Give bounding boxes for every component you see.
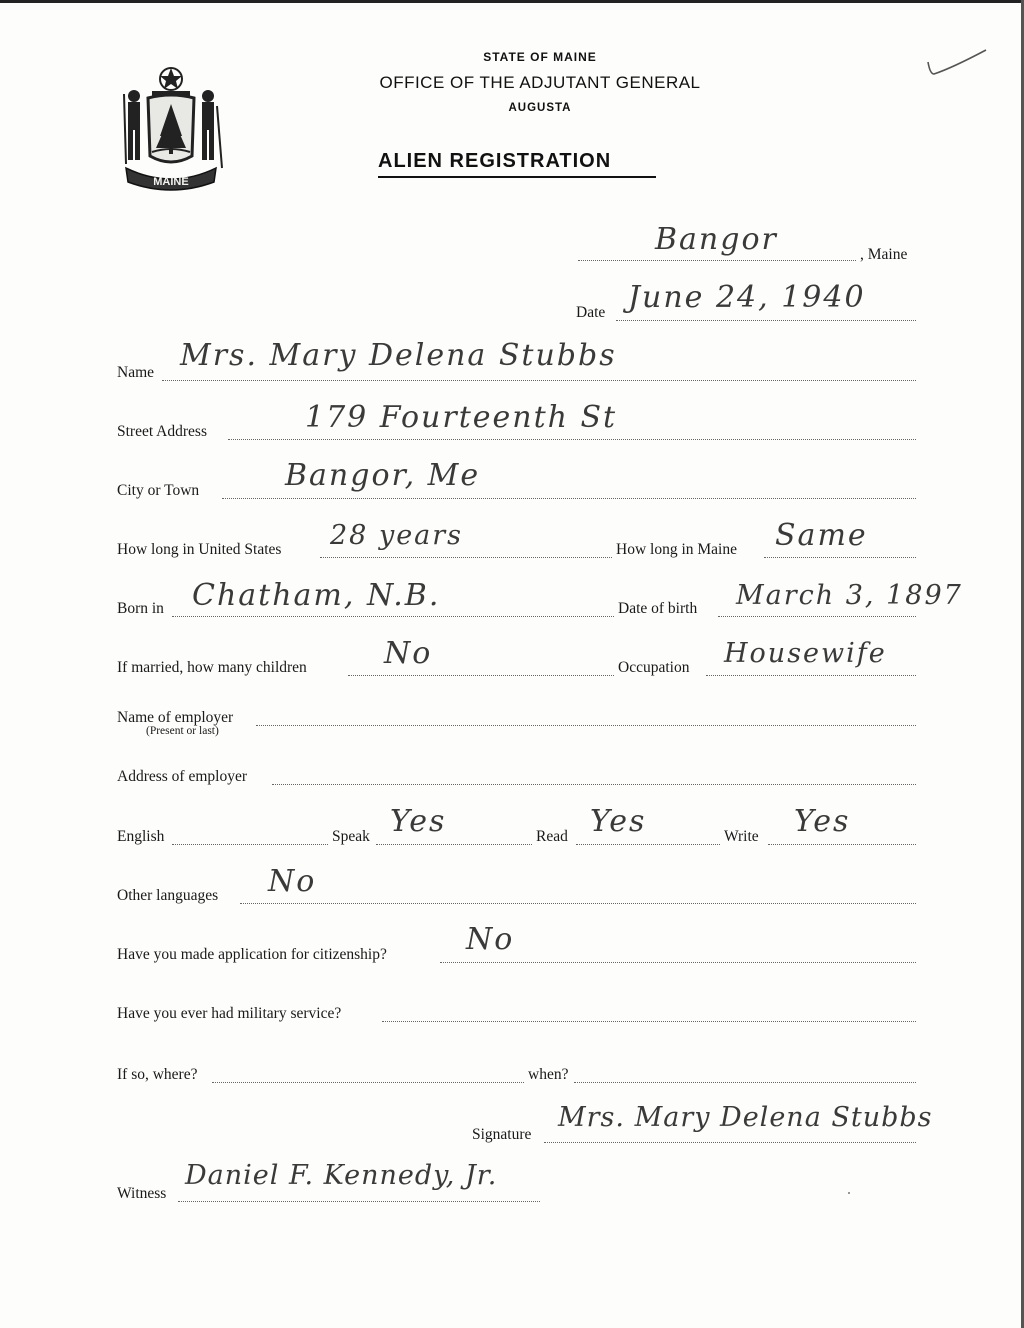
dob-label: Date of birth xyxy=(618,600,698,617)
dob-value: March 3, 1897 xyxy=(736,580,963,611)
city-line xyxy=(222,498,916,499)
witness-value: Daniel F. Kennedy, Jr. xyxy=(185,1160,498,1191)
where-label: If so, where? xyxy=(117,1066,198,1083)
occupation-label: Occupation xyxy=(618,659,690,676)
street-line xyxy=(228,439,916,440)
header-city: AUGUSTA xyxy=(508,102,572,114)
born-label: Born in xyxy=(117,600,164,617)
when-line xyxy=(574,1082,916,1083)
read-line xyxy=(576,844,720,845)
other-languages-line xyxy=(240,903,916,904)
write-value: Yes xyxy=(794,804,851,839)
maine-duration-value: Same xyxy=(775,518,868,553)
read-value: Yes xyxy=(590,804,647,839)
occupation-value: Housewife xyxy=(724,638,887,669)
write-line xyxy=(768,844,916,845)
when-label: when? xyxy=(528,1066,569,1083)
street-label: Street Address xyxy=(117,423,207,440)
english-label: English xyxy=(117,828,165,845)
us-duration-label: How long in United States xyxy=(117,541,282,558)
employer-label: Name of employer xyxy=(117,709,234,726)
speak-label: Speak xyxy=(332,828,370,845)
top-border xyxy=(0,0,1024,3)
paper-speck xyxy=(848,1192,850,1194)
employer-address-label: Address of employer xyxy=(117,768,247,785)
born-value: Chatham, N.B. xyxy=(192,578,441,613)
date-line xyxy=(616,320,916,321)
military-line xyxy=(382,1021,916,1022)
date-value: June 24, 1940 xyxy=(628,280,866,315)
us-duration-line xyxy=(320,557,612,558)
employer-line xyxy=(256,725,916,726)
place-suffix-label: , Maine xyxy=(860,246,908,263)
date-label: Date xyxy=(576,304,606,321)
place-line xyxy=(578,260,856,261)
city-label: City or Town xyxy=(117,482,200,499)
signature-label: Signature xyxy=(472,1126,532,1143)
write-label: Write xyxy=(724,828,759,845)
citizenship-value: No xyxy=(466,922,515,957)
read-label: Read xyxy=(536,828,568,845)
place-value: Bangor xyxy=(655,222,778,257)
citizenship-line xyxy=(440,962,916,963)
street-value: 179 Fourteenth St xyxy=(305,400,618,435)
us-duration-value: 28 years xyxy=(330,520,464,551)
maine-duration-line xyxy=(764,557,916,558)
occupation-line xyxy=(706,675,916,676)
name-value: Mrs. Mary Delena Stubbs xyxy=(180,338,617,373)
speak-value: Yes xyxy=(390,804,447,839)
dob-line xyxy=(718,616,916,617)
witness-line xyxy=(178,1201,540,1202)
military-label: Have you ever had military service? xyxy=(117,1005,342,1022)
children-value: No xyxy=(384,636,433,671)
signature-value: Mrs. Mary Delena Stubbs xyxy=(558,1102,933,1133)
name-label: Name xyxy=(117,364,155,381)
where-line xyxy=(212,1082,524,1083)
employer-address-line xyxy=(272,784,916,785)
form-title: ALIEN REGISTRATION xyxy=(378,150,656,178)
check-mark-icon xyxy=(922,44,992,84)
name-line xyxy=(162,380,916,381)
maine-duration-label: How long in Maine xyxy=(616,541,737,558)
witness-label: Witness xyxy=(117,1185,167,1202)
signature-line xyxy=(544,1142,916,1143)
other-languages-label: Other languages xyxy=(117,887,219,904)
children-line xyxy=(348,675,614,676)
city-value: Bangor, Me xyxy=(285,458,481,493)
seal-banner-text: MAINE xyxy=(153,176,189,188)
english-line xyxy=(172,844,328,845)
other-languages-value: No xyxy=(268,864,317,899)
header-office: OFFICE OF THE ADJUTANT GENERAL xyxy=(379,73,701,92)
speak-line xyxy=(376,844,532,845)
citizenship-label: Have you made application for citizenship? xyxy=(117,946,387,963)
employer-sublabel: (Present or last) xyxy=(146,725,219,737)
header-state: STATE OF MAINE xyxy=(483,50,597,64)
children-label: If married, how many children xyxy=(117,659,307,676)
maine-state-seal-icon xyxy=(116,64,226,194)
born-line xyxy=(172,616,614,617)
